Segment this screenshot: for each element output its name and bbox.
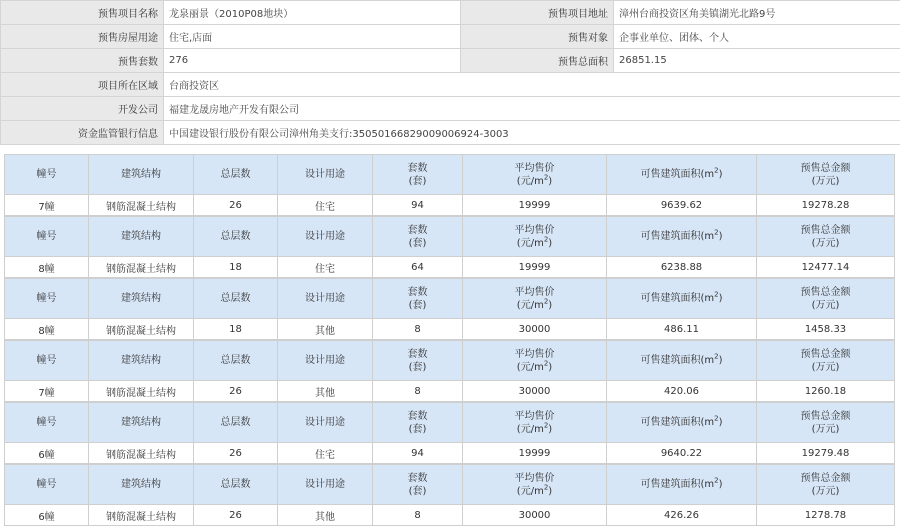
cell-units: 8 [373, 505, 463, 526]
header-total [757, 341, 895, 381]
cell-use: 其他 [278, 381, 373, 402]
project-name-value: 龙泉丽景（2010P08地块） [164, 1, 461, 25]
cell-floors: 26 [194, 195, 278, 216]
header-floors: 总层数 [194, 217, 278, 257]
header-price-line2: (元/m [516, 423, 544, 435]
header-total [757, 155, 895, 195]
header-row [5, 279, 895, 319]
header-units-line1: 套数 [407, 472, 428, 484]
header-area-text: 可售建筑面积(m [640, 293, 715, 304]
header-units-line2: (套) [408, 237, 427, 249]
header-total-line1: 预售总金额 [800, 224, 851, 236]
sale-target-value: 企事业单位、团体、个人 [614, 25, 900, 49]
header-building: 幢号 [5, 403, 89, 443]
header-building: 幢号 [5, 279, 89, 319]
data-row [5, 381, 895, 402]
header-floors: 总层数 [194, 341, 278, 381]
header-area-sup: 2 [714, 228, 719, 237]
header-price-close: ) [548, 175, 553, 187]
building-table [4, 216, 895, 278]
header-price [463, 217, 607, 257]
total-area-label: 预售总面积 [461, 49, 614, 73]
cell-building: 7幢 [5, 381, 89, 402]
cell-floors: 18 [194, 319, 278, 340]
header-total [757, 403, 895, 443]
cell-structure: 钢筋混凝土结构 [89, 505, 194, 526]
header-total [757, 465, 895, 505]
header-area-close: ) [718, 479, 723, 490]
header-building: 幢号 [5, 217, 89, 257]
header-units-line2: (套) [408, 423, 427, 435]
cell-price: 30000 [463, 381, 607, 402]
header-price-close: ) [548, 299, 553, 311]
header-units-line2: (套) [408, 299, 427, 311]
developer-value: 福建龙晟房地产开发有限公司 [164, 97, 900, 121]
cell-use: 住宅 [278, 257, 373, 278]
cell-area: 9639.62 [607, 195, 757, 216]
header-area-sup: 2 [714, 290, 719, 299]
cell-units: 8 [373, 381, 463, 402]
header-units-line1: 套数 [407, 410, 428, 422]
cell-structure: 钢筋混凝土结构 [89, 381, 194, 402]
data-row [5, 195, 895, 216]
project-name-label: 预售项目名称 [1, 1, 164, 25]
header-units-line1: 套数 [407, 162, 428, 174]
info-row [1, 25, 900, 49]
header-area [607, 465, 757, 505]
bank-info-value: 中国建设银行股份有限公司漳州角美支行:35050166829009006924-3003 [164, 121, 900, 145]
header-structure: 建筑结构 [89, 341, 194, 381]
header-price-sup: 2 [543, 421, 549, 430]
header-units [373, 465, 463, 505]
building-blocks [4, 154, 894, 526]
cell-total: 1278.78 [757, 505, 895, 526]
developer-label: 开发公司 [1, 97, 164, 121]
header-building: 幢号 [5, 341, 89, 381]
header-price [463, 279, 607, 319]
header-price-close: ) [548, 485, 553, 497]
header-structure: 建筑结构 [89, 155, 194, 195]
data-row [5, 443, 895, 464]
header-price-sup: 2 [543, 235, 549, 244]
header-total [757, 217, 895, 257]
cell-price: 30000 [463, 319, 607, 340]
header-structure: 建筑结构 [89, 403, 194, 443]
building-table [4, 278, 895, 340]
cell-use: 住宅 [278, 443, 373, 464]
header-total-line1: 预售总金额 [800, 472, 851, 484]
cell-area: 426.26 [607, 505, 757, 526]
total-area-value: 26851.15 [614, 49, 900, 73]
cell-use: 住宅 [278, 195, 373, 216]
cell-total: 1458.33 [757, 319, 895, 340]
header-area-text: 可售建筑面积(m [640, 231, 715, 242]
header-use: 设计用途 [278, 465, 373, 505]
header-total-line1: 预售总金额 [800, 410, 851, 422]
info-row [1, 121, 900, 145]
cell-structure: 钢筋混凝土结构 [89, 195, 194, 216]
project-info-table [0, 0, 900, 145]
header-price [463, 403, 607, 443]
header-price-line1: 平均售价 [514, 224, 555, 236]
header-floors: 总层数 [194, 403, 278, 443]
header-total-line2: (万元) [811, 299, 840, 311]
header-area-sup: 2 [714, 476, 719, 485]
header-use: 设计用途 [278, 217, 373, 257]
header-row [5, 465, 895, 505]
cell-total: 12477.14 [757, 257, 895, 278]
header-structure: 建筑结构 [89, 217, 194, 257]
header-units [373, 217, 463, 257]
header-price-close: ) [548, 237, 553, 249]
cell-floors: 26 [194, 505, 278, 526]
header-structure: 建筑结构 [89, 465, 194, 505]
cell-price: 19999 [463, 257, 607, 278]
header-floors: 总层数 [194, 155, 278, 195]
info-row [1, 97, 900, 121]
header-area-sup: 2 [714, 414, 719, 423]
cell-price: 19999 [463, 443, 607, 464]
cell-total: 19278.28 [757, 195, 895, 216]
header-total-line2: (万元) [811, 175, 840, 187]
header-total-line2: (万元) [811, 361, 840, 373]
header-area-close: ) [718, 355, 723, 366]
header-price [463, 465, 607, 505]
header-units-line2: (套) [408, 175, 427, 187]
cell-building: 8幢 [5, 257, 89, 278]
cell-structure: 钢筋混凝土结构 [89, 257, 194, 278]
header-units [373, 341, 463, 381]
building-table [4, 340, 895, 402]
house-use-label: 预售房屋用途 [1, 25, 164, 49]
header-area-close: ) [718, 293, 723, 304]
header-price-line1: 平均售价 [514, 410, 555, 422]
header-price-close: ) [548, 361, 553, 373]
building-table [4, 402, 895, 464]
header-total-line2: (万元) [811, 237, 840, 249]
cell-price: 30000 [463, 505, 607, 526]
header-structure: 建筑结构 [89, 279, 194, 319]
header-row [5, 403, 895, 443]
header-area [607, 341, 757, 381]
cell-floors: 26 [194, 443, 278, 464]
info-row [1, 49, 900, 73]
header-units [373, 403, 463, 443]
project-address-value: 漳州台商投资区角美镇湖光北路9号 [614, 1, 900, 25]
cell-total: 1260.18 [757, 381, 895, 402]
header-price-line1: 平均售价 [514, 472, 555, 484]
header-area-close: ) [718, 231, 723, 242]
header-use: 设计用途 [278, 155, 373, 195]
header-total-line2: (万元) [811, 423, 840, 435]
header-area-sup: 2 [714, 352, 719, 361]
header-price-sup: 2 [543, 173, 549, 182]
header-area-text: 可售建筑面积(m [640, 355, 715, 366]
sale-target-label: 预售对象 [461, 25, 614, 49]
building-table [4, 154, 895, 216]
header-price-line2: (元/m [516, 175, 544, 187]
cell-area: 486.11 [607, 319, 757, 340]
cell-units: 64 [373, 257, 463, 278]
cell-building: 8幢 [5, 319, 89, 340]
data-row [5, 319, 895, 340]
header-price [463, 155, 607, 195]
header-price [463, 341, 607, 381]
cell-units: 8 [373, 319, 463, 340]
cell-use: 其他 [278, 505, 373, 526]
cell-area: 420.06 [607, 381, 757, 402]
cell-use: 其他 [278, 319, 373, 340]
header-price-line2: (元/m [516, 237, 544, 249]
header-total-line1: 预售总金额 [800, 348, 851, 360]
data-row [5, 505, 895, 526]
project-address-label: 预售项目地址 [461, 1, 614, 25]
header-price-sup: 2 [543, 483, 549, 492]
cell-units: 94 [373, 443, 463, 464]
header-floors: 总层数 [194, 465, 278, 505]
header-price-sup: 2 [543, 297, 549, 306]
header-total [757, 279, 895, 319]
header-area [607, 279, 757, 319]
header-units-line1: 套数 [407, 286, 428, 298]
header-area [607, 217, 757, 257]
header-area-text: 可售建筑面积(m [640, 417, 715, 428]
header-units [373, 155, 463, 195]
cell-building: 6幢 [5, 505, 89, 526]
data-row [5, 257, 895, 278]
region-label: 项目所在区域 [1, 73, 164, 97]
cell-structure: 钢筋混凝土结构 [89, 319, 194, 340]
building-table [4, 464, 895, 526]
header-row [5, 217, 895, 257]
cell-units: 94 [373, 195, 463, 216]
header-area-sup: 2 [714, 166, 719, 175]
bank-info-label: 资金监管银行信息 [1, 121, 164, 145]
header-price-line1: 平均售价 [514, 348, 555, 360]
header-price-line2: (元/m [516, 485, 544, 497]
header-price-line2: (元/m [516, 361, 544, 373]
header-building: 幢号 [5, 465, 89, 505]
header-price-close: ) [548, 423, 553, 435]
cell-building: 7幢 [5, 195, 89, 216]
info-row [1, 73, 900, 97]
header-area [607, 403, 757, 443]
header-units-line1: 套数 [407, 224, 428, 236]
header-building: 幢号 [5, 155, 89, 195]
header-row [5, 341, 895, 381]
header-area-close: ) [718, 417, 723, 428]
header-row [5, 155, 895, 195]
unit-count-value: 276 [164, 49, 461, 73]
cell-price: 19999 [463, 195, 607, 216]
header-units-line1: 套数 [407, 348, 428, 360]
header-use: 设计用途 [278, 403, 373, 443]
unit-count-label: 预售套数 [1, 49, 164, 73]
header-area-text: 可售建筑面积(m [640, 169, 715, 180]
cell-area: 6238.88 [607, 257, 757, 278]
header-area [607, 155, 757, 195]
header-use: 设计用途 [278, 341, 373, 381]
header-units-line2: (套) [408, 361, 427, 373]
header-units-line2: (套) [408, 485, 427, 497]
header-area-text: 可售建筑面积(m [640, 479, 715, 490]
info-row [1, 1, 900, 25]
house-use-value: 住宅,店面 [164, 25, 461, 49]
cell-floors: 18 [194, 257, 278, 278]
header-price-sup: 2 [543, 359, 549, 368]
header-price-line2: (元/m [516, 299, 544, 311]
header-floors: 总层数 [194, 279, 278, 319]
header-area-close: ) [718, 169, 723, 180]
header-price-line1: 平均售价 [514, 162, 555, 174]
cell-structure: 钢筋混凝土结构 [89, 443, 194, 464]
cell-floors: 26 [194, 381, 278, 402]
header-total-line1: 预售总金额 [800, 286, 851, 298]
cell-area: 9640.22 [607, 443, 757, 464]
cell-building: 6幢 [5, 443, 89, 464]
header-use: 设计用途 [278, 279, 373, 319]
header-total-line2: (万元) [811, 485, 840, 497]
cell-total: 19279.48 [757, 443, 895, 464]
header-price-line1: 平均售价 [514, 286, 555, 298]
header-total-line1: 预售总金额 [800, 162, 851, 174]
header-units [373, 279, 463, 319]
region-value: 台商投资区 [164, 73, 900, 97]
